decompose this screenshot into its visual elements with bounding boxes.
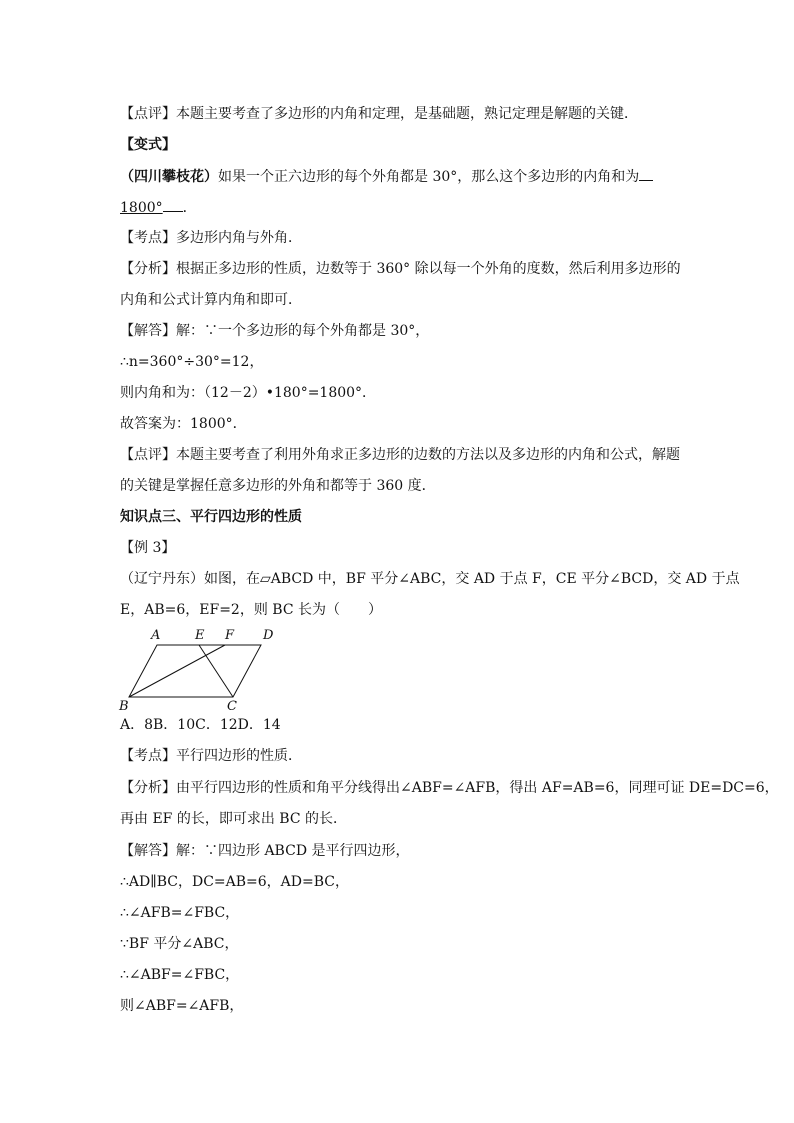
comment-line: 【点评】本题主要考查了多边形的内角和定理，是基础题，熟记定理是解题的关键． — [120, 106, 638, 122]
section-heading: 知识点三、平行四边形的性质 — [120, 509, 302, 525]
example-point-line: 【考点】平行四边形的性质． — [120, 748, 302, 764]
filled-answer: 1800° — [120, 200, 163, 216]
example-heading: 【例 3】 — [120, 540, 176, 556]
label-b: B — [119, 699, 129, 714]
point-line: 【考点】多边形内角与外角． — [120, 230, 302, 246]
label-d: D — [263, 628, 274, 643]
question-text: 如果一个正六边形的每个外角都是 30°，那么这个多边形的内角和为 — [218, 169, 640, 185]
segment-ce — [199, 645, 233, 697]
solution-line-4: 故答案为：1800°． — [120, 416, 247, 432]
example-question-line-2: E，AB=6，EF=2，则 BC 长为（ ） — [120, 602, 382, 618]
solution-line-3: 则内角和为：（12－2）•180°=1800°． — [120, 385, 377, 401]
analysis-line-1: 【分析】根据正多边形的性质，边数等于 360° 除以每一个外角的度数，然后利用多边形的 — [120, 261, 681, 277]
solution-line-1: 【解答】解：∵一个多边形的每个外角都是 30°， — [120, 323, 430, 339]
parallelogram-figure — [115, 624, 275, 714]
answer-options: A．8B．10C．12D．14 — [120, 717, 281, 733]
label-f: F — [225, 628, 235, 643]
example-analysis-line-2: 再由 EF 的长，即可求出 BC 的长． — [120, 811, 347, 827]
label-a: A — [151, 628, 161, 643]
solution-line-2: ∴n=360°÷30°=12， — [120, 354, 264, 370]
answer-blank — [639, 168, 653, 181]
answer-underline — [163, 199, 183, 212]
variant-question-line — [120, 168, 680, 185]
variant-heading: 【变式】 — [120, 137, 176, 153]
example-solution-line-1: 【解答】解：∵四边形 ABCD 是平行四边形， — [120, 843, 410, 859]
parallelogram-abcd — [129, 645, 261, 697]
example-question-line-1: （辽宁丹东）如图，在▱ABCD 中，BF 平分∠ABC，交 AD 于点 F，CE 平分∠BCD，交 AD 于点 — [120, 571, 740, 587]
source-tag: （四川攀枝花） — [120, 169, 218, 185]
answer-period: ． — [182, 200, 197, 216]
example-solution-line-4: ∵BF 平分∠ABC， — [120, 936, 239, 952]
example-solution-line-6: 则∠ABF=∠AFB， — [120, 998, 244, 1014]
comment-line-2a: 【点评】本题主要考查了利用外角求正多边形的边数的方法以及多边形的内角和公式，解题 — [120, 447, 680, 463]
example-solution-line-2: ∴AD∥BC，DC=AB=6，AD=BC， — [120, 874, 349, 890]
comment-line-2b: 的关键是掌握任意多边形的外角和都等于 360 度． — [120, 478, 436, 494]
label-c: C — [227, 699, 237, 714]
example-solution-line-5: ∴∠ABF=∠FBC， — [120, 967, 240, 983]
label-e: E — [195, 628, 205, 643]
analysis-line-2: 内角和公式计算内角和即可． — [120, 292, 302, 308]
example-analysis-line-1: 【分析】由平行四边形的性质和角平分线得出∠ABF=∠AFB，得出 AF=AB=6，同理可证 DE=DC=6， — [120, 780, 779, 796]
example-solution-line-3: ∴∠AFB=∠FBC， — [120, 905, 240, 921]
variant-answer-line — [120, 199, 680, 216]
